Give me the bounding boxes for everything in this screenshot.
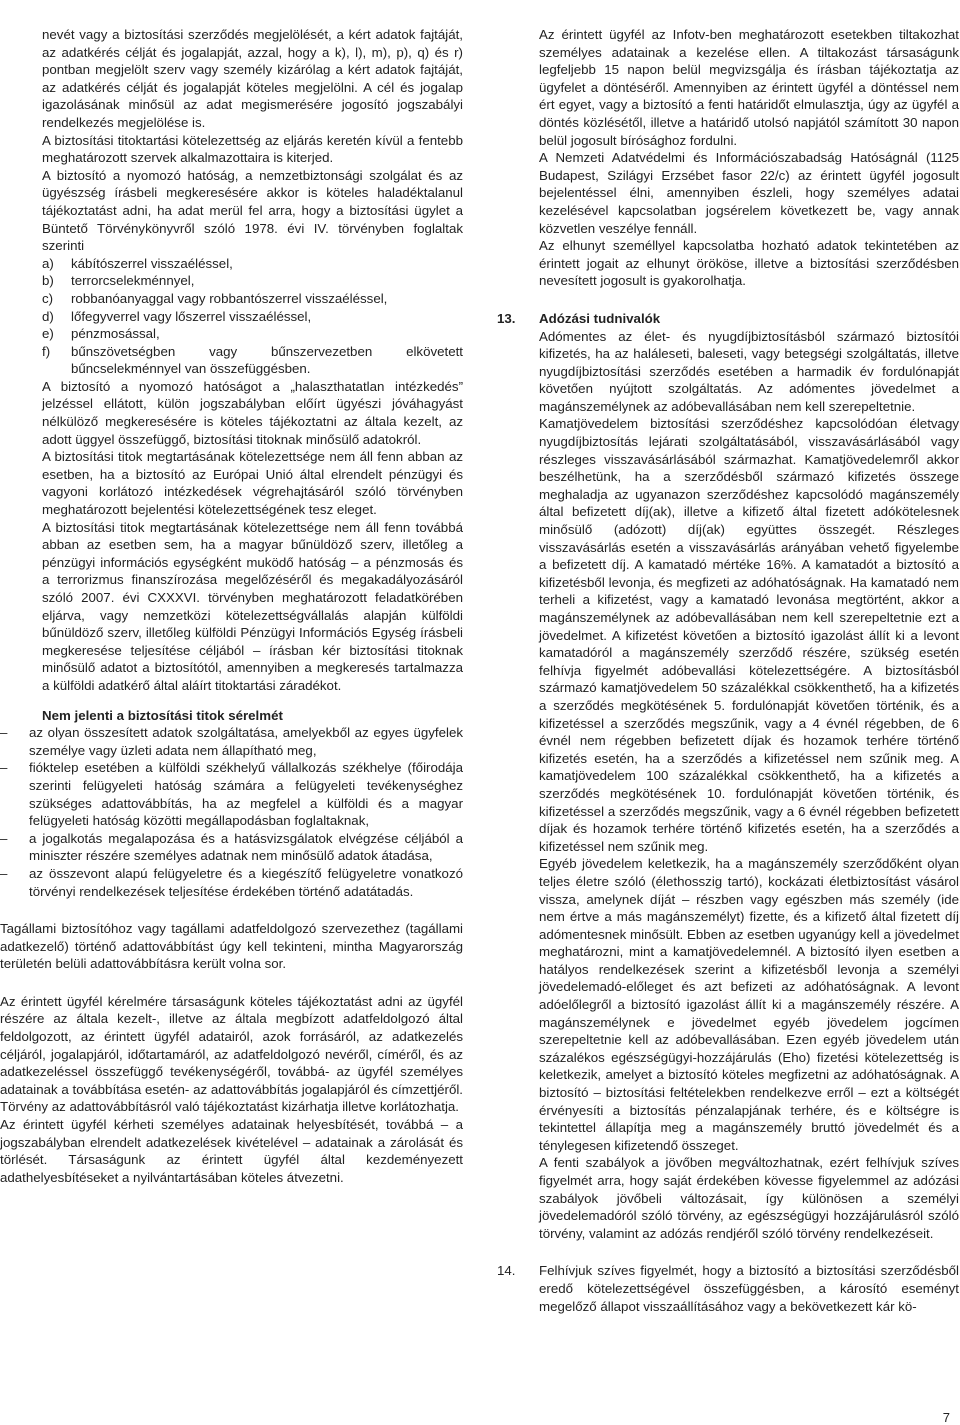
section-number: 14. bbox=[497, 1263, 516, 1279]
page-number: 7 bbox=[942, 1410, 950, 1425]
dash-list bbox=[0, 724, 463, 900]
list-item: – az összevont alapú felügyeletre és a kiegészítő felügyeletre vonatkozó törvényi rendelkezések teljesítése érdekében történő adatátadás. bbox=[0, 865, 463, 900]
paragraph: Adómentes az élet- és nyugdíjbiztosításból származó biztosítói kifizetés, ha az haláleseti, baleseti, vagy betegségi szolgáltatás, illetve nyugdíjbiztosítási szerződés esetében a harmadik év fordulónapját követően nyújtott szolgáltatás. Az adómentes jövedelmet a magánszemélynek az adóbevallásában nem kell szerepeltetnie. bbox=[539, 328, 959, 414]
paragraph: A biztosítási titoktartási kötelezettség az eljárás keretén kívül a fentebb meghatározott szervek alkalmazottaira is kiterjed. bbox=[42, 132, 463, 166]
paragraph: A biztosító a nyomozó hatóság, a nemzetbiztonsági szolgálat és az ügyészség írásbeli megkeresésére akkor is köteles haladéktalanul tájékoztatást adni, ha adat merül fel arra, hogy a biztosítási ügylet a Büntető Törvénykönyvről szóló 1978. évi IV. törvényben foglaltak szerinti bbox=[42, 167, 463, 254]
list-item: b) terrorcselekménnyel, bbox=[42, 273, 195, 289]
paragraph: A biztosító a nyomozó hatóságot a „halaszthatatlan intézkedés” jelzéssel ellátott, külön jogszabályban előírt ügyészi jóváhagyást nélkülöző megkeresésére is köteles tájékoztatni az általa kezelt, az adott üggyel összefüggő, biztosítási titoknak minősülő adatokról. bbox=[42, 378, 463, 447]
paragraph: nevét vagy a biztosítási szerződés megjelölését, a kért adatok fajtáját, az adatkérés célját és jogalapját, azzal, hogy a k), l), m), p), q) és r) pontban megjelölt szerv vagy személy kizárólag a kért adatok fajtáját, az adatkérés célját és jogalapját köteles megjelölni. A cél és jogalap igazolásának minősül az adat megismerésére jogosító jogszabályi rendelkezés megjelölése is. bbox=[42, 27, 463, 130]
section-number bbox=[0, 707, 5, 725]
list-item: f) bűnszövetségben vagy bűnszervezetben elkövetett bűncselekménnyel van összefüggésben. bbox=[42, 343, 463, 377]
paragraph: Az érintett ügyfél kérelmére társaságunk köteles tájékoztatást adni az ügyfél részére az általa kezelt-, illetve az általa megbízott adatfeldolgozó által feldolgozott, az érintett ügyfél adatairól, azok forrásáról, az adatkezelés céljáról, jogalapjáról, időtartamáról, az adatfeldolgozó nevéről, címéről, és az adatkezeléssel összefüggő tevékenységéről, továbbá- az ügyfél személyes adatainak a továbbítása esetén- az adattovábbítás jogalapjáról és címzettjéről. Törvény az adattovábbításról való tájékoztatást kizárhatja illetve korlátozhatja. bbox=[0, 993, 463, 1115]
section-11 bbox=[0, 920, 463, 973]
paragraph: A fenti szabályok a jövőben megváltozhatnak, ezért felhívjuk szíves figyelmét arra, hogy saját érdekében kövesse figyelemmel az adózási szabályok jövőbeli változásait, így különösen a személyi jövedelemadóról szóló törvény, az egészségügyi hozzájárulásról szóló törvény, valamint az adózás rendjéről szóló törvény rendelkezéseit. bbox=[539, 1155, 959, 1241]
paragraph: Az elhunyt személlyel kapcsolatba hozható adatok tekintetében az érintett jogait az elhunyt örököse, illetve a biztosítási szerződésben nevesített jogosult is gyakorolhatja. bbox=[539, 238, 959, 289]
paragraph: Felhívjuk szíves figyelmét, hogy a biztosító a biztosítási szerződésből eredő kötelezettségével összefüggésben, a károsító eseményt megelőző állapot visszaállításához vagy a bekövetkezett kár kö- bbox=[539, 1263, 959, 1314]
section-13 bbox=[497, 310, 959, 1242]
section-14 bbox=[497, 1262, 959, 1315]
list-item: c) robbanóanyaggal vagy robbantószerrel visszaéléssel, bbox=[42, 290, 388, 306]
paragraph: Kamatjövedelem biztosítási szerződéshez kapcsolódóan életvagy nyugdíjbiztosítás lejárati szolgáltatásából, visszavásárlásából vagy részleges visszavásárlásából származhat. Kamatjövedelemről akkor beszélhetünk, ha a szerződésből származó kifizetés összege meghaladja az ugyanazon szerződéshez kapcsolódó magánszemély által befizetett díj(ak), illetve a kifizető által fizetett adókötelesnek minősülő (adózott) díj(ak) együttes összegét. Részleges visszavásárlás esetén a visszavásárlás arányában vehető figyelembe a befizetett díj. A kamatadó mértéke 16%. A kamatadót a biztosító a kifizetésből levonja, és megfizeti az adóhatóságnak. Ha kamatadó nem terheli a kifizetést, vagy a kamatadó levonása megtörtént, akkor a magánszemélynek az adóbevallásában nem kell szerepeltetnie ezt a jövedelmet. A kifizetést követően a biztosító igazolást állít ki a levont kamatadóról a magánszemély szerződő részére, szükség esetén felhívja figyelmét adóbevallási kötelezettségére. A biztosításból származó kamatjövedelem 50 százalékkal csökkenthető, ha a kifizetés a szerződés megkötésének 5. fordulónapját követően történik, és a kifizetéssel a szerződés megszűnik, vagy a 4 évnél régebben, de 6 évnél nem régebben befizetett díjak és hozamok terhére történő kifizetés esetén, ha a szerződés a kifizetéssel nem szűnik meg. A kamatjövedelem 100 százalékkal csökkenthető, ha a kifizetés a szerződés megkötésének 10. fordulónapját követően történik, és kifizetéssel a szerződés megszűnik, vagy a 6 évnél régebben befizetett díjak és hozamok terhére történő kifizetés esetén, ha a szerződés a kifizetéssel nem szűnik meg. bbox=[539, 416, 959, 854]
list-item: a) kábítószerrel visszaéléssel, bbox=[42, 255, 233, 271]
paragraph: Az érintett ügyfél az Infotv-ben meghatározott esetekben tiltakozhat személyes adatainak a kezelése ellen. A tiltakozást társaságunk legfeljebb 15 napon belül megvizsgálja és írásban tájékoztatja az ügyfelet a döntéséről. Amennyiben az érintett ügyfél a döntéssel nem ért egyet, vagy a biztosító a fenti határidőt elmulasztja, úgy az ügyfél a döntés közlésétől, illetve a határidő utolsó napjától számított 30 napon belül jogosult bírósághoz fordulni. bbox=[539, 27, 959, 148]
left-column bbox=[0, 26, 463, 1186]
list-item: – a jogalkotás megalapozása és a hatásvizsgálatok elvégzése céljából a miniszter részére személyes adatnak nem minősülő adatok átadása, bbox=[0, 830, 463, 865]
paragraph: Egyéb jövedelem keletkezik, ha a magánszemély szerződőként olyan teljes életre szóló (élethosszig tartó), kockázati életbiztosítást vásárol vissza, amelynek díját – részben vagy egészben más személy (ide nem értve a más magánszemélyt) fizette, és a kifizető által fizetett díj adómentesnek minősült. Ebben az esetben ugyanúgy kell a jövedelmet meghatározni, mint a kamatjövedelemnél. A biztosító ilyen esetben a hatályos rendelkezések szerint a kifizetésből levonja a személyi jövedelemadó-előleget és azt befizeti az adóhatóságnak. A levont adóelőlegről a biztosító igazolást állít ki a magánszemély részére. A magánszemélynek e jövedelmet egyéb jövedelem jogcímen szerepeltetnie kell az adóbevallásában. Ezen egyéb jövedelem után százalékos egészségügyi-hozzájárulás (Eho) fizetési kötelezettség is keletkezik, amelyet a biztosító köteles megfizetni az adóhatóságnak. A biztosító – biztosítási feltételekben rendelkezve erről – ezt a költségét érvényesíti a biztosítás pénzalapjának terhére, és e költségre is tekintettel állapítja meg a magánszemély bruttó jövedelmét és a ténylegesen kifizetendő összeget. bbox=[539, 856, 959, 1153]
section-heading: Nem jelenti a biztosítási titok sérelmét bbox=[42, 707, 283, 723]
section-number bbox=[0, 993, 5, 1011]
section-heading: Adózási tudnivalók bbox=[539, 310, 661, 326]
right-column bbox=[497, 26, 959, 1315]
section-12 bbox=[0, 993, 463, 1187]
paragraph: Tagállami biztosítóhoz vagy tagállami adatfeldolgozó szervezethez (tagállami adatkezelő) történő adattovábbítást úgy kell tekinteni, mintha Magyarország területén belüli adattovábbításra került volna sor. bbox=[0, 921, 463, 972]
paragraph: A biztosítási titok megtartásának kötelezettsége nem áll fenn továbbá abban az esetben sem, ha a magyar bűnüldöző szerv, illetőleg a pénzügyi információs egységként muködő hatóság – a pénzmosás és a terrorizmus finanszírozása megelőzéséről és megakadályozásáról szóló 2007. évi CXXXVI. törvényben meghatározott feladatkörében eljárva, vagy nemzetközi kötelezettségvállalás alapján külföldi bűnüldöző szerv, illetőleg külföldi Pénzügyi Információs Egység írásbeli megkeresése teljesítése céljából – írásban kér biztosítási titoknak minősülő adatot a biztosítótól, amennyiben a megkeresés tartalmazza a külföldi adatkérő által aláírt titoktartási záradékot. bbox=[42, 519, 463, 693]
list-item: e) pénzmosással, bbox=[42, 326, 160, 342]
section-number bbox=[0, 920, 5, 938]
list-item: – az olyan összesített adatok szolgáltatása, amelyekből az egyes ügyfelek személye vagy üzleti adata nem állapítható meg, bbox=[0, 724, 463, 759]
list-item: d) lőfegyverrel vagy lőszerrel visszaéléssel, bbox=[42, 308, 312, 324]
list-item: – fióktelep esetében a külföldi székhelyű vállalkozás székhelye (főirodája szerinti felügyeleti hatóság számára a felügyeleti tevékenységhez szükséges adattovábbítás, ha az megfelel a külföldi és a magyar felügyeleti hatóság közötti megállapodásban foglaltaknak, bbox=[0, 759, 463, 829]
paragraph: A biztosítási titok megtartásának kötelezettsége nem áll fenn abban az esetben, ha a biztosító az Európai Unió által elrendelt pénzügyi és vagyoni korlátozó intézkedések végrehajtásáról szóló törvényben meghatározott bejelentési kötelezettségének tesz eleget. bbox=[42, 449, 463, 518]
section-10 bbox=[0, 707, 463, 901]
section-number: 13. bbox=[497, 310, 516, 326]
paragraph: A Nemzeti Adatvédelmi és Információszabadság Hatóságnál (1125 Budapest, Szilágyi Erzsébet fasor 22/c) az érintett ügyfél jogosult bejelentéssel élni, amennyiben észleli, hogy személyes adatai kezelésével kapcsolatban jogsérelem következett be, vagy annak közvetlen veszélye fennáll. bbox=[539, 150, 959, 236]
offense-list bbox=[42, 255, 463, 378]
paragraph: Az érintett ügyfél kérheti személyes adatainak helyesbítését, továbbá – a jogszabályban elrendelt adatkezelések kivételével – adatainak a zárolását és törlését. Társaságunk az érintett ügyfél által kezdeményezett adathelyesbítéseket a nyilvántartásában köteles átvezetni. bbox=[0, 1117, 463, 1185]
